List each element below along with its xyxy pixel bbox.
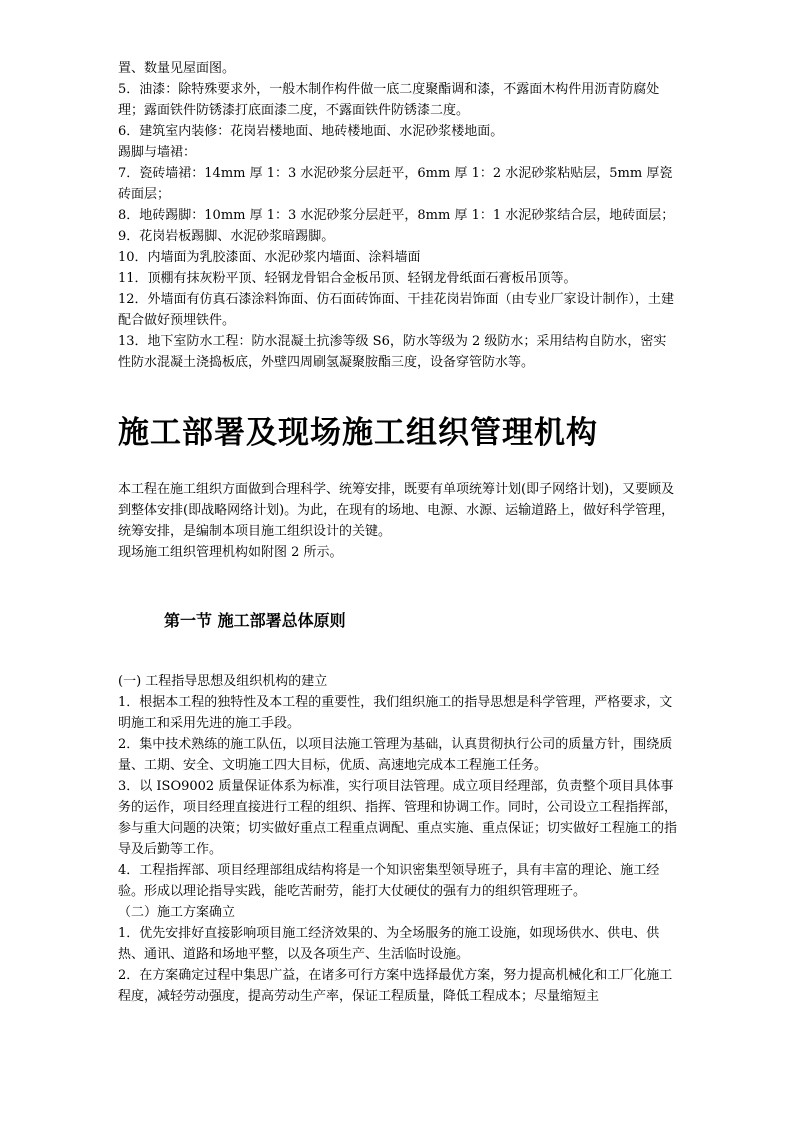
paragraph: 6．建筑室内装修：花岗岩楼地面、地砖楼地面、水泥砂浆楼地面。 <box>118 124 504 139</box>
paragraph: 1．根据本工程的独特性及本工程的重要性，我们组织施工的指导思想是科学管理，严格要求，文明施工和采用先进的施工手段。 <box>118 695 673 731</box>
paragraph: 5．油漆：除特殊要求外，一般木制作构件做一底二度聚酯调和漆，不露面木构件用沥青防腐处理；露面铁件防锈漆打底面漆二度，不露面铁件防锈漆二度。 <box>118 82 660 118</box>
section-block <box>118 671 678 1007</box>
paragraph: 踢脚与墙裙： <box>118 145 197 160</box>
paragraph: 1．优先安排好直接影响项目施工经济效果的、为全场服务的施工设施，如现场供水、供电、供热、通讯、道路和场地平整，以及各项生产、生活临时设施。 <box>118 926 660 962</box>
paragraph: 2．在方案确定过程中集思广益，在诸多可行方案中选择最优方案，努力提高机械化和工厂化施工程度，减轻劳动强度，提高劳动生产率，保证工程质量，降低工程成本；尽量缩短主 <box>118 968 673 1004</box>
paragraph: 9．花岗岩板踢脚、水泥砂浆暗踢脚。 <box>118 229 335 244</box>
paragraph: 2．集中技术熟练的施工队伍，以项目法施工管理为基础，认真贯彻执行公司的质量方针，围绕质量、工期、安全、文明施工四大目标，优质、高速地完成本工程施工任务。 <box>118 737 673 773</box>
paragraph: 现场施工组织管理机构如附图 2 所示。 <box>118 545 343 560</box>
paragraph: 12．外墙面有仿真石漆涂料饰面、仿石面砖饰面、干挂花岗岩饰面（由专业厂家设计制作），土建配合做好预埋铁件。 <box>118 292 675 328</box>
paragraph: 3．以 ISO9002 质量保证体系为标准，实行项目法管理。成立项目经理部，负责整个项目具体事务的运作，项目经理直接进行工程的组织、指挥、管理和协调工作。同时，公司设立工程指挥部，参与重大问题的决策；切实做好重点工程重点调配、重点实施、重点保证；切实做好工程施工的指导及后勤等工作。 <box>118 779 678 857</box>
paragraph: 置、数量见屋面图。 <box>118 61 236 76</box>
paragraph: 本工程在施工组织方面做到合理科学、统筹安排，既要有单项统筹计划(即子网络计划)，又要顾及到整体安排(即战略网络计划)。为此，在现有的场地、电源、水源、运输道路上，做好科学管理，统筹安排，是编制本项目施工组织设计的关键。 <box>118 482 675 539</box>
paragraph: 10．内墙面为乳胶漆面、水泥砂浆内墙面、涂料墙面 <box>118 250 421 265</box>
intro-block <box>118 479 678 563</box>
section-title: 第一节 施工部署总体原则 <box>164 611 346 630</box>
document-page <box>118 58 678 1007</box>
paragraph: 7．瓷砖墙裙：14mm 厚 1：3 水泥砂浆分层赶平，6mm 厚 1：2 水泥砂浆粘贴层，5mm 厚瓷砖面层； <box>118 166 673 202</box>
paragraph: 8．地砖踢脚：10mm 厚 1：3 水泥砂浆分层赶平，8mm 厚 1：1 水泥砂浆结合层，地砖面层； <box>118 208 675 223</box>
paragraph: 4．工程指挥部、项目经理部组成结构将是一个知识密集型领导班子，具有丰富的理论、施工经验。形成以理论指导实践，能吃苦耐劳，能打大仗硬仗的强有力的组织管理班子。 <box>118 863 660 899</box>
paragraph: （二）施工方案确立 <box>118 905 236 920</box>
paragraph: 11．顶棚有抹灰粉平顶、轻钢龙骨铝合金板吊顶、轻钢龙骨纸面石膏板吊顶等。 <box>118 271 577 286</box>
paragraph: (一) 工程指导思想及组织机构的建立 <box>118 674 328 689</box>
top-block <box>118 58 678 373</box>
paragraph: 13．地下室防水工程：防水混凝土抗渗等级 S6，防水等级为 2 级防水；采用结构自防水，密实性防水混凝土浇捣板底，外壁四周刷氢凝聚胺酯三度，设备穿管防水等。 <box>118 334 667 370</box>
main-title: 施工部署及现场施工组织管理机构 <box>118 415 598 451</box>
